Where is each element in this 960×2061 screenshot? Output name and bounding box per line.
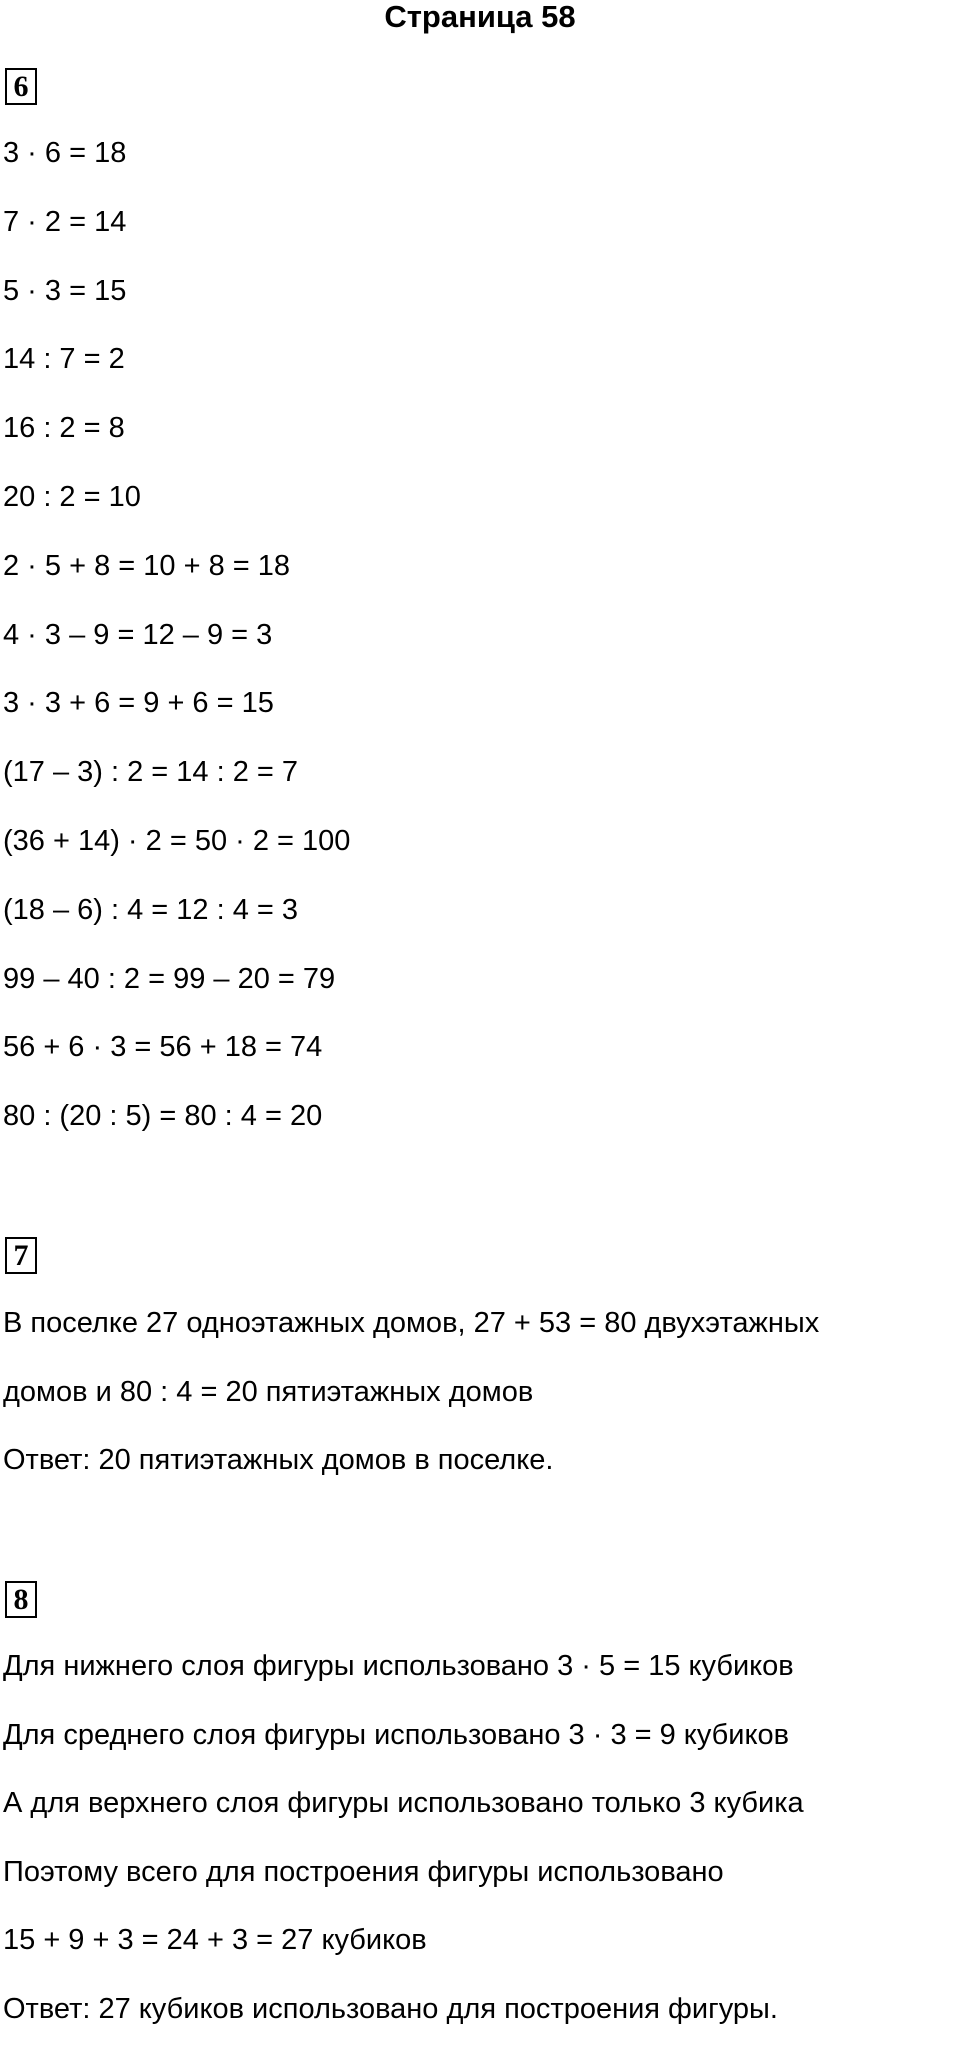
- task-7-solution: [3, 1306, 819, 1512]
- answer-line: Ответ: 27 кубиков использовано для построения фигуры.: [3, 1992, 778, 2025]
- text-line: домов и 80 : 4 = 20 пятиэтажных домов: [3, 1375, 534, 1408]
- equation-line: 56 + 6 · 3 = 56 + 18 = 74: [3, 1031, 323, 1064]
- equation-line: 80 : (20 : 5) = 80 : 4 = 20: [3, 1100, 323, 1133]
- equation-line: (17 – 3) : 2 = 14 : 2 = 7: [3, 756, 299, 789]
- equation-line: (36 + 14) · 2 = 50 · 2 = 100: [3, 824, 351, 857]
- equation-line: 16 : 2 = 8: [3, 412, 125, 445]
- equation-line: 3 · 3 + 6 = 9 + 6 = 15: [3, 687, 274, 720]
- equation-line: (18 – 6) : 4 = 12 : 4 = 3: [3, 893, 299, 926]
- equation-line: 5 · 3 = 15: [3, 274, 127, 307]
- equation-line: 99 – 40 : 2 = 99 – 20 = 79: [3, 962, 336, 995]
- equation-line: 2 · 5 + 8 = 10 + 8 = 18: [3, 549, 290, 582]
- equation-line: 20 : 2 = 10: [3, 480, 141, 513]
- equation-line: 7 · 2 = 14: [3, 205, 127, 238]
- answer-line: Ответ: 20 пятиэтажных домов в поселке.: [3, 1444, 554, 1476]
- equation-line: 3 · 6 = 18: [3, 137, 127, 169]
- task-6-solution: [3, 136, 350, 1168]
- page-title: Страница 58: [384, 0, 576, 34]
- equation-line: 14 : 7 = 2: [3, 343, 125, 376]
- task-number-7: 7: [5, 1237, 37, 1274]
- task-number-8: 8: [5, 1581, 37, 1618]
- equation-line: 15 + 9 + 3 = 24 + 3 = 27 кубиков: [3, 1924, 427, 1957]
- task-8-solution: [3, 1649, 804, 2061]
- text-line: А для верхнего слоя фигуры использовано только 3 кубика: [3, 1787, 804, 1820]
- task-number-6: 6: [5, 68, 37, 105]
- text-line: Поэтому всего для построения фигуры использовано: [3, 1855, 724, 1888]
- text-line: Для среднего слоя фигуры использовано 3 · 3 = 9 кубиков: [3, 1718, 790, 1751]
- text-line: Для нижнего слоя фигуры использовано 3 · 5 = 15 кубиков: [3, 1650, 794, 1682]
- text-line: В поселке 27 одноэтажных домов, 27 + 53 = 80 двухэтажных: [3, 1307, 820, 1339]
- equation-line: 4 · 3 – 9 = 12 – 9 = 3: [3, 618, 273, 651]
